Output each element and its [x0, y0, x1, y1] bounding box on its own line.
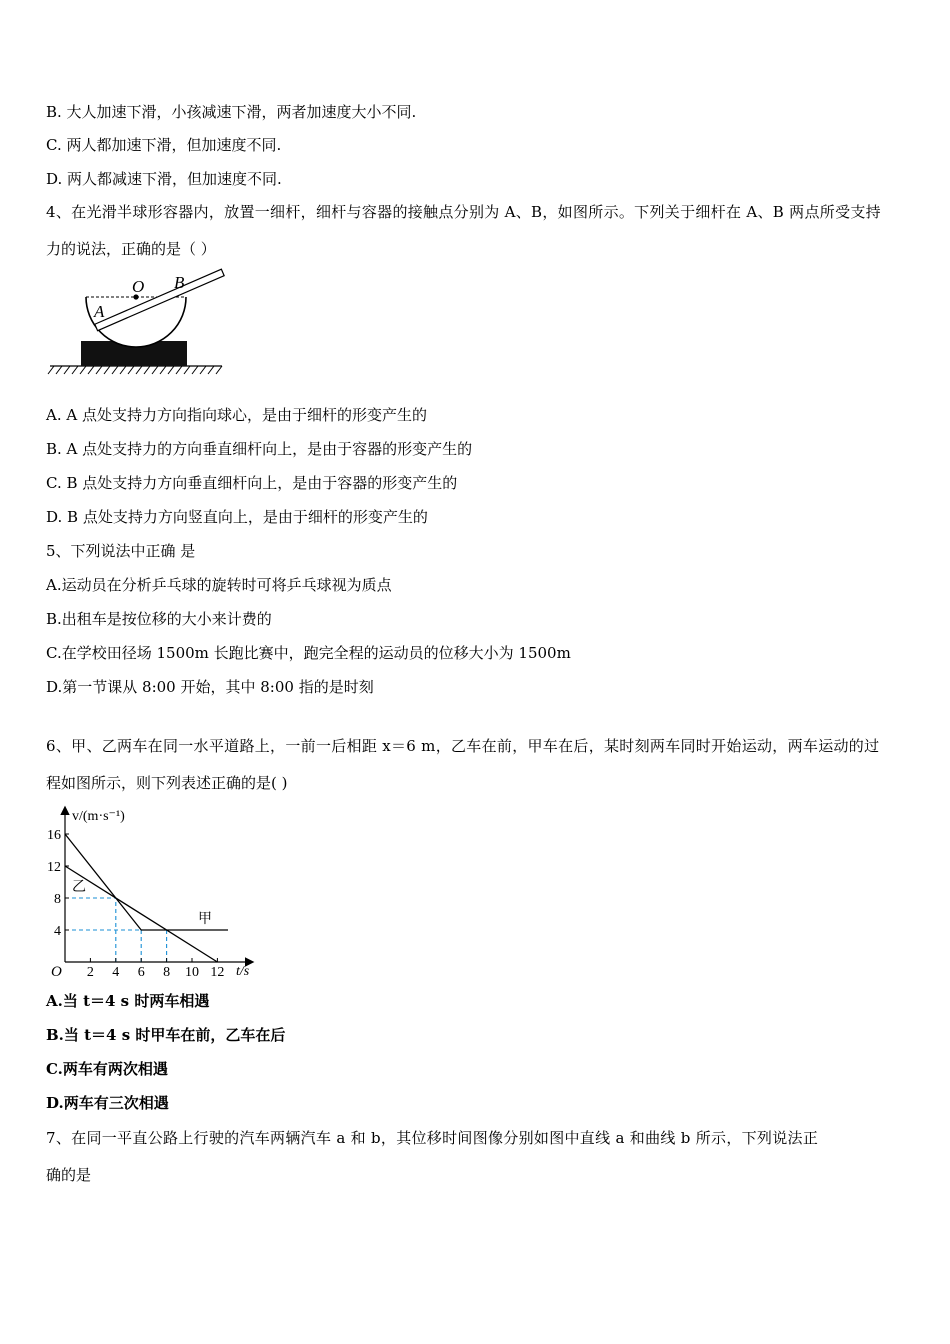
x-tick-label: 2	[86, 965, 94, 980]
x-tick-label: 12	[210, 965, 225, 980]
label-o: O	[132, 277, 145, 296]
series-label-yi: 乙	[72, 880, 86, 895]
q4-figure	[46, 268, 231, 380]
q6-velocity-time-chart	[40, 800, 265, 985]
ground-hatch	[48, 366, 222, 374]
q5-option-d: D.第一节课从 8:00 开始，其中 8:00 指的是时刻	[46, 678, 374, 696]
q5-option-a: A.运动员在分析乒乓球的旋转时可将乒乓球视为质点	[46, 576, 392, 594]
y-tick-label: 4	[54, 924, 61, 939]
q6-option-c: C.两车有两次相遇	[46, 1060, 168, 1078]
q4-option-d: D. B 点处支持力方向竖直向上，是由于细杆的形变产生的	[46, 508, 428, 526]
q3-option-d: D. 两人都减速下滑，但加速度不同.	[46, 170, 282, 188]
q4-stem-line1: 4、在光滑半球形容器内，放置一细杆，细杆与容器的接触点分别为 A、B，如图所示。下列关于细杆在 A、B 两点所受支持	[46, 203, 881, 221]
q4-option-a: A. A 点处支持力方向指向球心，是由于细杆的形变产生的	[46, 406, 427, 424]
x-tick-label: 6	[137, 965, 145, 980]
q4-option-c: C. B 点处支持力方向垂直细杆向上，是由于容器的形变产生的	[46, 474, 458, 492]
q4-stem-line2: 力的说法，正确的是（ ）	[46, 240, 216, 258]
x-tick-label: 4	[112, 965, 120, 980]
x-tick-label: 10	[185, 965, 199, 980]
x-tick-label: 8	[163, 965, 171, 980]
q6-option-a: A.当 t＝4 s 时两车相遇	[46, 992, 210, 1010]
q3-option-b: B. 大人加速下滑，小孩减速下滑，两者加速度大小不同.	[46, 103, 417, 121]
q6-stem-line2: 程如图所示，则下列表述正确的是( )	[46, 774, 288, 792]
x-axis-label: t/s	[236, 964, 250, 979]
q3-option-c: C. 两人都加速下滑，但加速度不同.	[46, 136, 282, 154]
q7-stem-line2: 确的是	[46, 1166, 92, 1184]
q5-stem: 5、下列说法中正确 是	[46, 542, 196, 560]
y-tick-label: 8	[54, 892, 61, 907]
label-b: B	[174, 273, 185, 292]
q5-option-b: B.出租车是按位移的大小来计费的	[46, 610, 272, 628]
series-label-jia: 甲	[198, 912, 212, 927]
q4-option-b: B. A 点处支持力的方向垂直细杆向上，是由于容器的形变产生的	[46, 440, 473, 458]
q6-option-b: B.当 t＝4 s 时甲车在前，乙车在后	[46, 1026, 286, 1044]
q6-stem-line1: 6、甲、乙两车在同一水平道路上，一前一后相距 x＝6 m，乙车在前，甲车在后，某时刻两车同时开始运动，两车运动的过	[46, 737, 880, 755]
y-tick-label: 16	[47, 828, 61, 843]
q7-stem-line1: 7、在同一平直公路上行驶的汽车两辆汽车 a 和 b，其位移时间图像分别如图中直线 a 和曲线 b 所示，下列说法正	[46, 1129, 819, 1147]
q5-option-c: C.在学校田径场 1500m 长跑比赛中，跑完全程的运动员的位移大小为 1500m	[46, 644, 571, 662]
y-axis-label: v/(m·s⁻¹)	[72, 809, 125, 824]
origin-label: O	[51, 964, 62, 980]
y-tick-label: 12	[47, 860, 61, 875]
q6-option-d: D.两车有三次相遇	[46, 1094, 169, 1112]
label-a: A	[94, 302, 105, 321]
